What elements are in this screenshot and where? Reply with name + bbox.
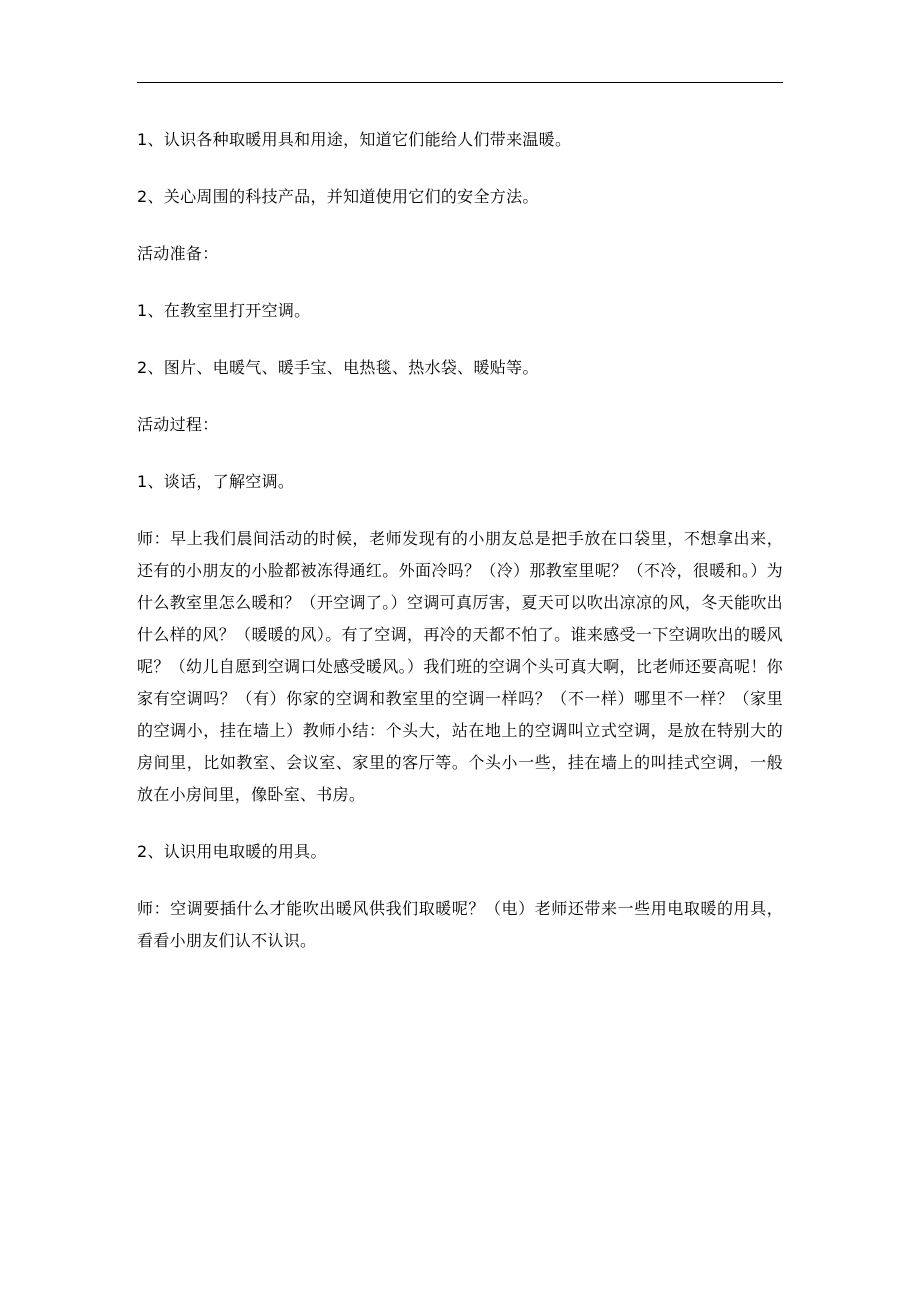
process-step-1-dialogue: 师：早上我们晨间活动的时候，老师发现有的小朋友总是把手放在口袋里，不想拿出来，还有的小朋友的小脸都被冻得通红。外面冷吗？（冷）那教室里呢？（不冷，很暖和。）为什么教室里怎么暖和？（开空调了。）空调可真厉害，夏天可以吹出凉凉的风，冬天能吹出什么样的风？（暖暖的风）。有了空调，再冷的天都不怕了。谁来感受一下空调吹出的暖风呢？（幼儿自愿到空调口处感受暖风。）我们班的空调个头可真大啊，比老师还要高呢！你家有空调吗？（有）你家的空调和教室里的空调一样吗？（不一样）哪里不一样？（家里的空调小，挂在墙上）教师小结：个头大，站在地上的空调叫立式空调，是放在特别大的房间里，比如教室、会议室、家里的客厅等。个头小一些，挂在墙上的叫挂式空调，一般放在小房间里，像卧室、书房。	[137, 529, 783, 804]
objective-2: 2、关心周围的科技产品，并知道使用它们的安全方法。	[137, 187, 539, 206]
section-heading-process: 活动过程：	[137, 415, 219, 434]
process-step-2-dialogue: 师：空调要插什么才能吹出暖风供我们取暖呢？（电）老师还带来一些用电取暖的用具，看看小朋友们认不认识。	[137, 899, 783, 950]
process-step-1-heading: 1、谈话，了解空调。	[137, 472, 295, 491]
header-divider	[137, 82, 783, 83]
preparation-item-2: 2、图片、电暖气、暖手宝、电热毯、热水袋、暖贴等。	[137, 358, 539, 377]
objective-1: 1、认识各种取暖用具和用途，知道它们能给人们带来温暖。	[137, 130, 572, 149]
document-body	[137, 124, 783, 982]
preparation-item-1: 1、在教室里打开空调。	[137, 301, 311, 320]
process-step-2-heading: 2、认识用电取暖的用具。	[137, 842, 327, 861]
section-heading-preparation: 活动准备：	[137, 244, 219, 263]
